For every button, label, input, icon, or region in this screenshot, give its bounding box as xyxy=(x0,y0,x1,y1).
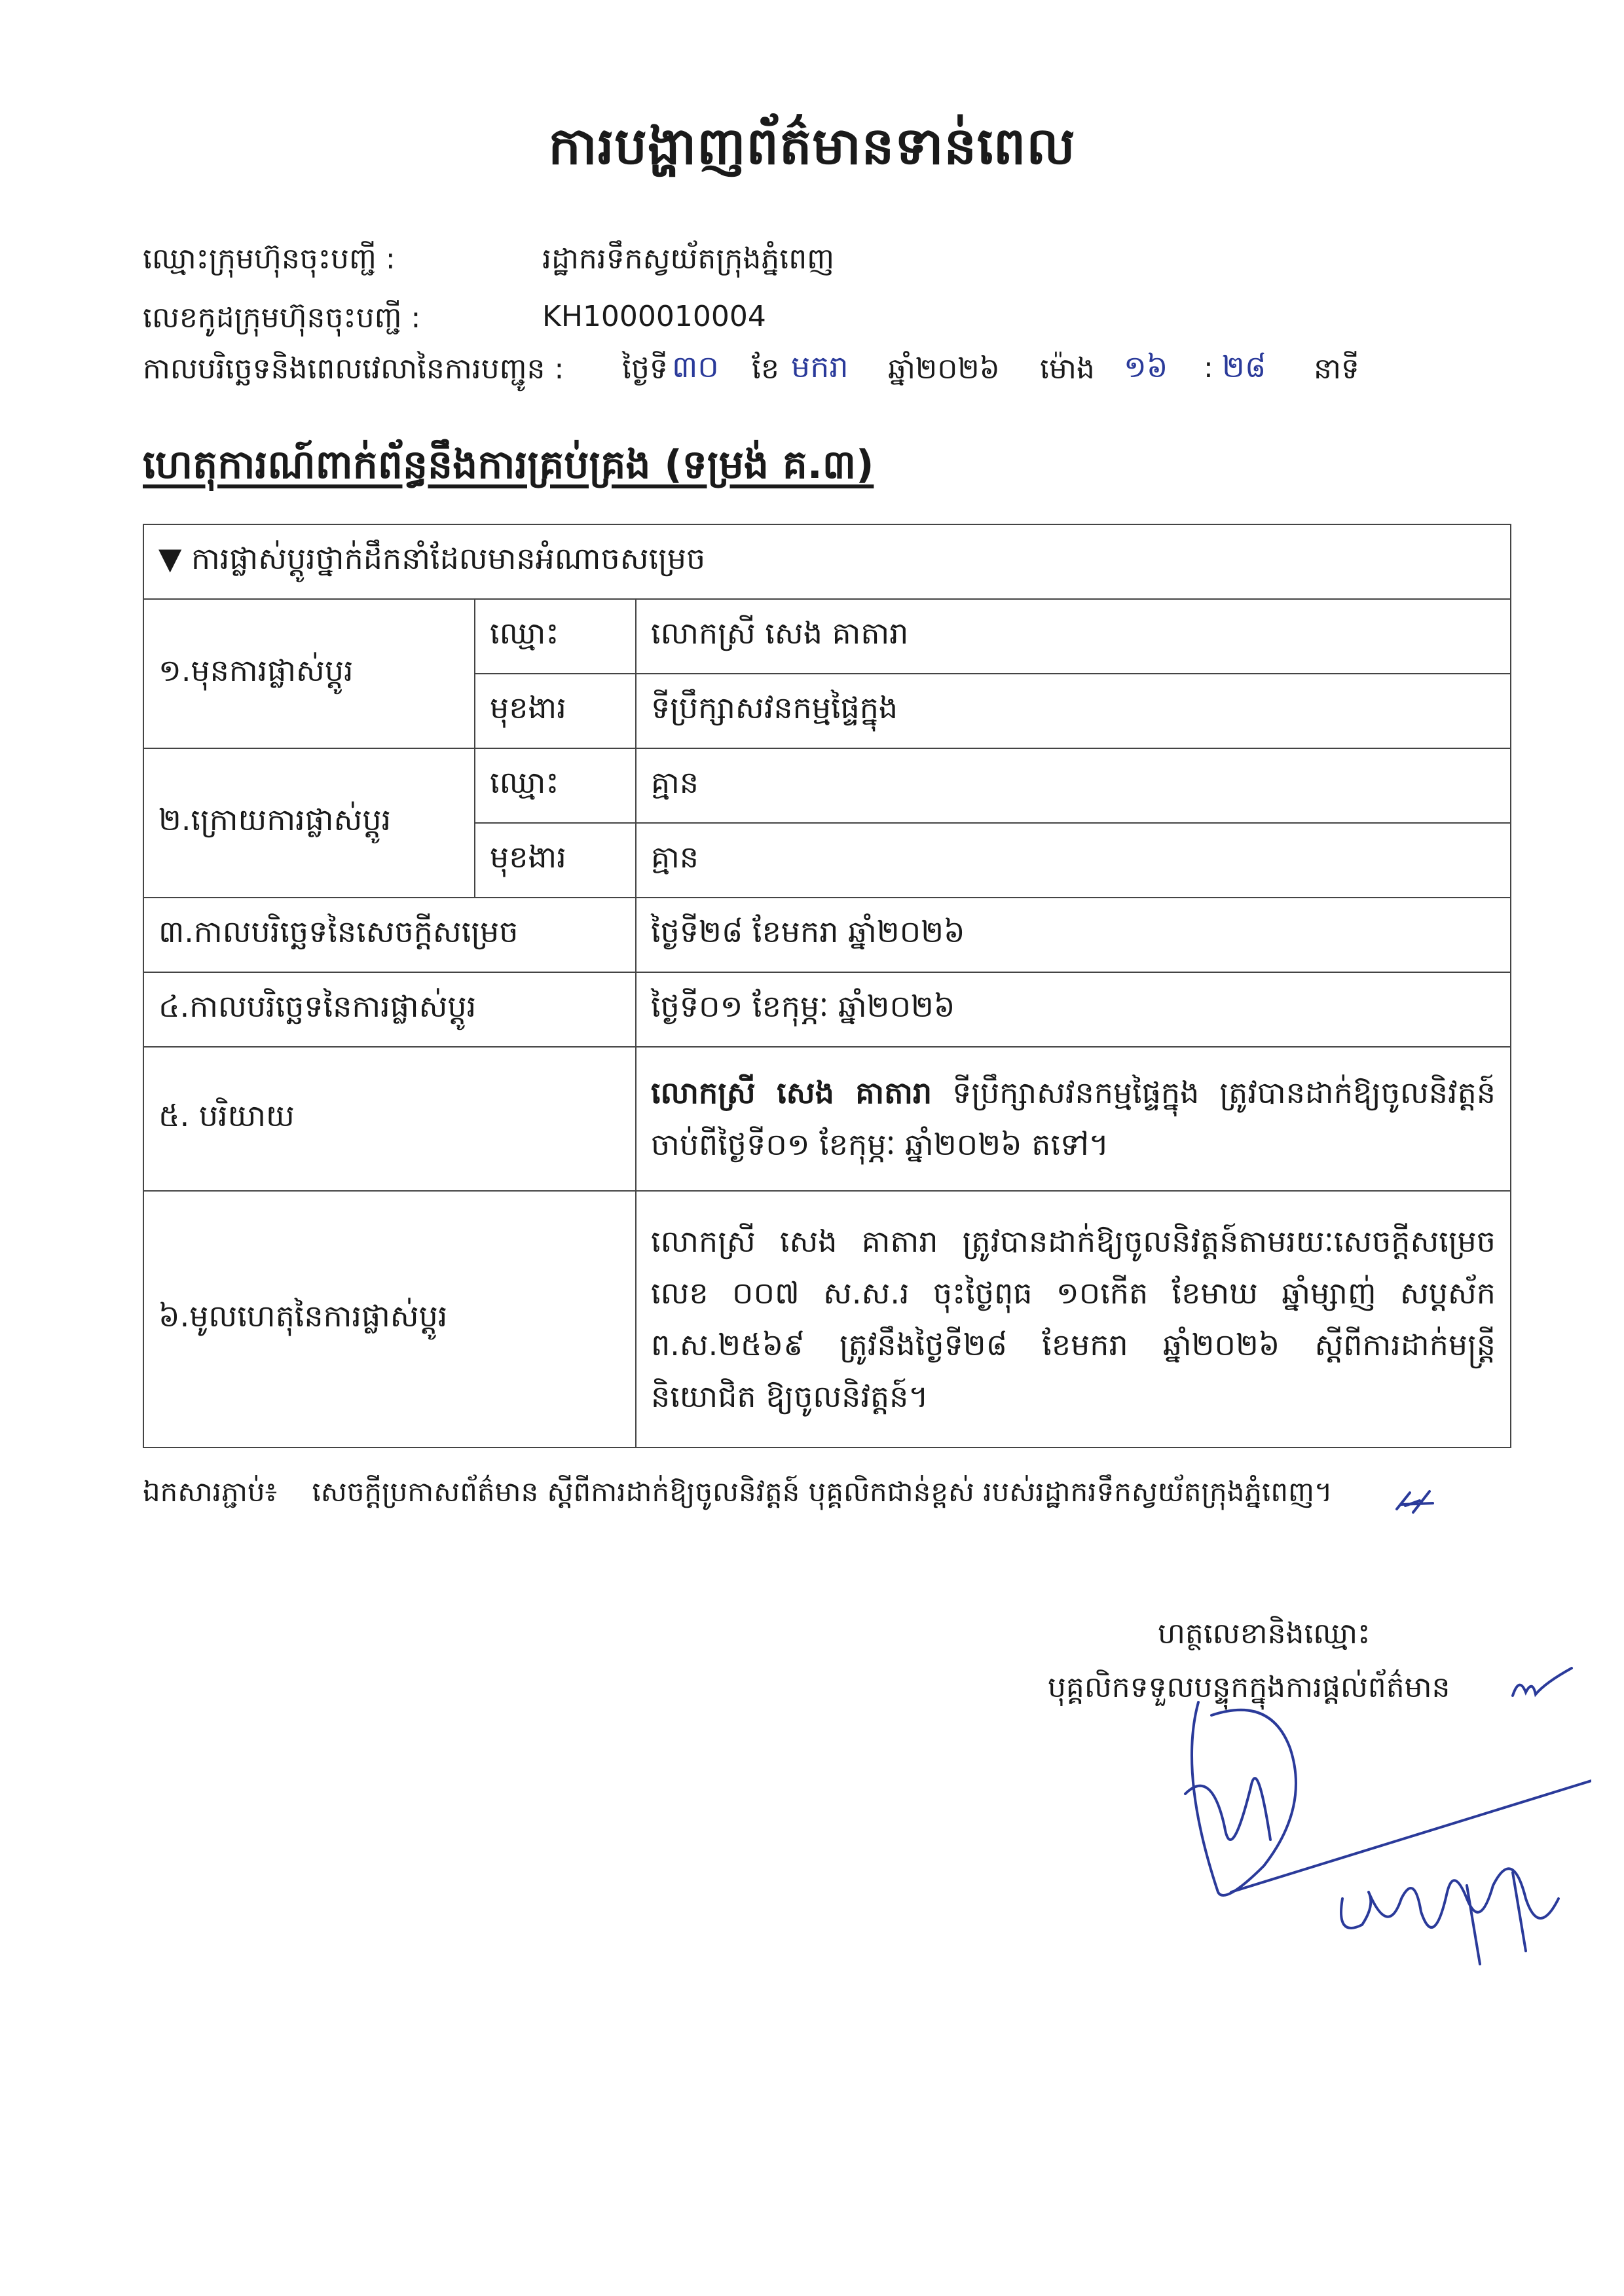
document-title: ការបង្ហាញព័ត៌មានទាន់ពេល xyxy=(548,117,1076,176)
submission-colon: : xyxy=(1204,351,1213,384)
before-position-value: ទីប្រឹក្សាសវនកម្មផ្ទៃក្នុង xyxy=(636,674,1511,748)
before-name-label: ឈ្មោះ xyxy=(475,599,636,674)
company-code-value: KH1000010004 xyxy=(542,300,766,333)
company-name-row xyxy=(143,241,835,283)
after-name-value: គ្មាន xyxy=(636,748,1511,823)
submission-day-value: ៣០ xyxy=(672,349,719,384)
decision-date-label: ៣.កាលបរិច្ឆេទនៃសេចក្តីសម្រេច xyxy=(143,898,636,972)
submission-label: កាលបរិច្ឆេទនិងពេលវេលានៃការបញ្ជូន : xyxy=(143,352,564,386)
attachment-value: សេចក្តីប្រកាសព័ត៌មាន ស្តីពីការដាក់ឱ្យចូលនិវត្តន៍ បុគ្គលិកជាន់ខ្ពស់ របស់រដ្ឋាករទឹកស្វយ័តក្រុងភ្នំពេញ។ xyxy=(312,1476,1333,1508)
remarks-label: ៥. បរិយាយ xyxy=(143,1047,636,1191)
after-position-label: មុខងារ xyxy=(475,823,636,898)
reason-label: ៦.មូលហេតុនៃការផ្លាស់ប្តូរ xyxy=(143,1191,636,1448)
submission-row xyxy=(143,349,1359,393)
signature-officer-caption: បុគ្គលិកទទួលបន្ទុកក្នុងការផ្តល់ព័ត៌មាន xyxy=(1048,1671,1450,1704)
attachment-row xyxy=(143,1474,1333,1515)
disclosure-form-table xyxy=(143,524,1511,1448)
submission-minute-label: នាទី xyxy=(1314,352,1359,386)
initial-mark-attachment xyxy=(1393,1486,1439,1519)
after-change-label: ២.ក្រោយការផ្លាស់ប្តូរ xyxy=(143,748,475,898)
submission-hour-label: ម៉ោង xyxy=(1040,352,1095,386)
submission-day-label: ថ្ងៃទី xyxy=(622,352,668,386)
before-change-label: ១.មុនការផ្លាស់ប្តូរ xyxy=(143,599,475,748)
company-name-value: រដ្ឋាករទឹកស្វយ័តក្រុងភ្នំពេញ xyxy=(542,242,835,276)
company-name-label: ឈ្មោះក្រុមហ៊ុនចុះបញ្ជី : xyxy=(143,242,396,276)
signature-caption: ហត្ថលេខានិងឈ្មោះ xyxy=(1158,1617,1371,1650)
decision-date-value: ថ្ងៃទី២៨ ខែមករា ឆ្នាំ២០២៦ xyxy=(636,898,1511,972)
remarks-text: ទីប្រឹក្សាសវនកម្មផ្ទៃក្នុង ត្រូវបានដាក់ឱ្យចូលនិវត្តន៍ ចាប់ពីថ្ងៃទី០១ ខែកុម្ភៈ ឆ្នាំ២០២៦ តទៅ។ xyxy=(651,1074,1496,1162)
section-heading: ហេតុការណ៍ពាក់ព័ន្ធនឹងការគ្រប់គ្រង (ទម្រង់ គ.៣) xyxy=(143,442,874,488)
handwritten-signature xyxy=(1172,1676,1591,1990)
remarks-bold-name: លោកស្រី សេង គាតារា xyxy=(651,1074,932,1110)
submission-hour-value: ១៦ xyxy=(1124,349,1168,384)
submission-minute-value: ២៨ xyxy=(1222,349,1266,384)
attachment-label: ឯកសារភ្ជាប់៖ xyxy=(143,1476,278,1508)
submission-month-label: ខែ xyxy=(752,352,779,386)
after-name-label: ឈ្មោះ xyxy=(475,748,636,823)
before-name-value: លោកស្រី សេង គាតារា xyxy=(636,599,1511,674)
company-code-row xyxy=(143,300,766,342)
change-date-label: ៤.កាលបរិច្ឆេទនៃការផ្លាស់ប្តូរ xyxy=(143,972,636,1047)
before-position-label: មុខងារ xyxy=(475,674,636,748)
change-date-value: ថ្ងៃទី០១ ខែកុម្ភៈ ឆ្នាំ២០២៦ xyxy=(636,972,1511,1047)
remarks-value xyxy=(636,1047,1511,1191)
form-section-title: ▼ ការផ្លាស់ប្តូរថ្នាក់ដឹកនាំដែលមានអំណាចសម្រេច xyxy=(143,524,1511,599)
reason-value: លោកស្រី សេង គាតារា ត្រូវបានដាក់ឱ្យចូលនិវត្តន៍តាមរយៈសេចក្តីសម្រេច លេខ ០០៧ ស.ស.រ ចុះថ្ងៃពុធ ១០កើត ខែមាឃ ឆ្នាំម្សាញ់ សប្តស័ក ព.ស.២៥៦៩ ត្រូវនឹងថ្ងៃទី២៨ ខែមករា ឆ្នាំ២០២៦ ស្តីពីការដាក់មន្ត្រីនិយោជិត ឱ្យចូលនិវត្តន៍។ xyxy=(636,1191,1511,1448)
submission-month-value: មករា xyxy=(791,349,849,384)
after-position-value: គ្មាន xyxy=(636,823,1511,898)
submission-year-label: ឆ្នាំ២០២៦ xyxy=(888,352,1000,386)
company-code-label: លេខកូដក្រុមហ៊ុនចុះបញ្ជី : xyxy=(143,301,421,335)
